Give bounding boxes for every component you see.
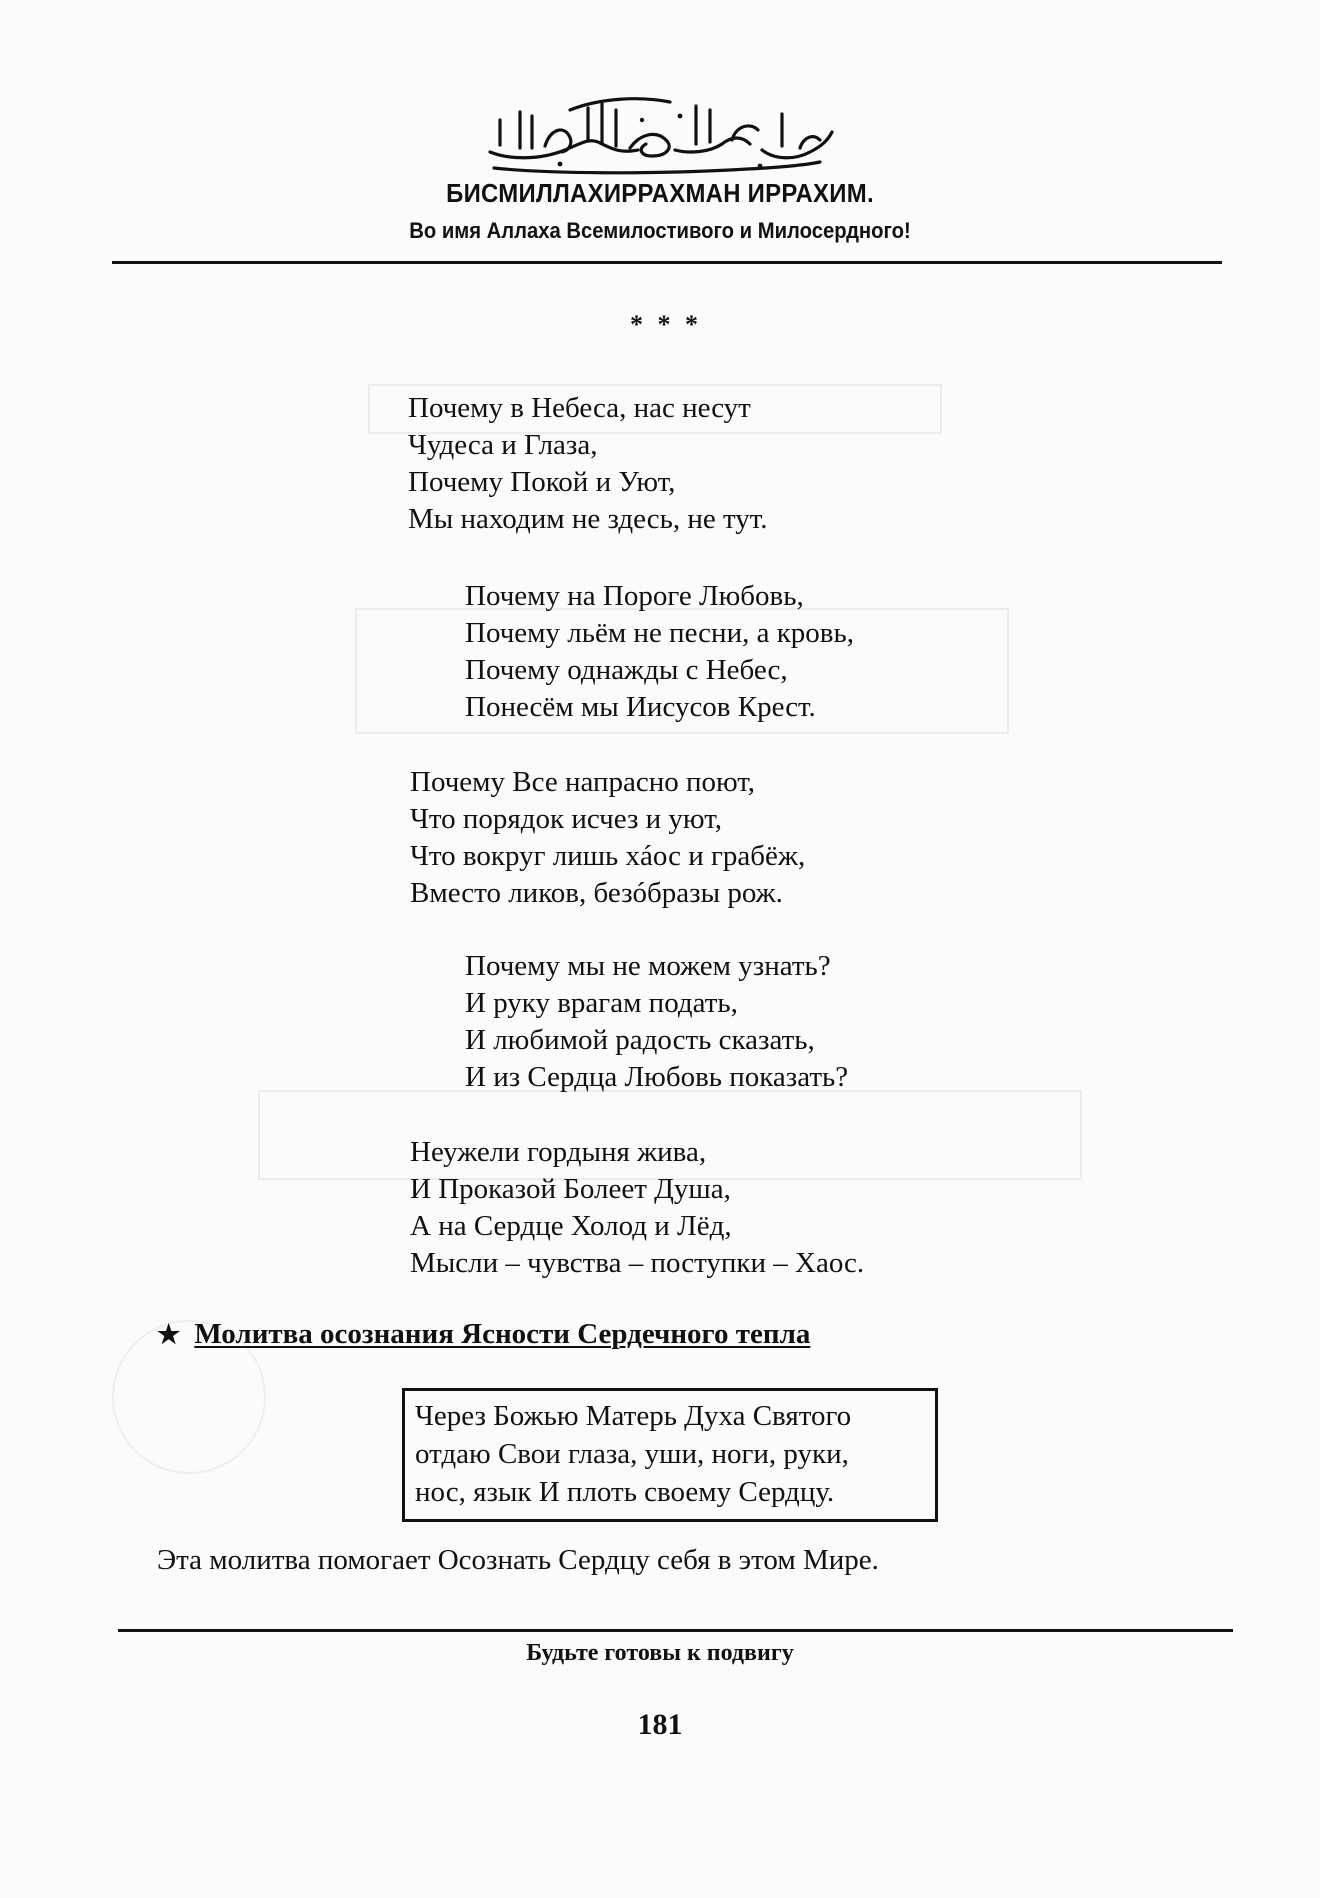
poem-line: Почему мы не можем узнать? [465, 950, 831, 982]
poem-line: Мы находим не здесь, не тут. [408, 503, 768, 535]
star-icon: ★ [157, 1320, 181, 1349]
poem-line: А на Сердце Холод и Лёд, [410, 1210, 732, 1242]
poem-line: И руку врагам подать, [465, 987, 738, 1019]
poem-stanza-2 [465, 578, 854, 726]
bismillah-transliteration: БИСМИЛЛАХИРРАХМАН ИРРАХИМ. [446, 178, 874, 208]
poem-line: И любимой радость сказать, [465, 1024, 815, 1056]
poem-stanza-1 [408, 390, 768, 538]
bismillah-translation: Во имя Аллаха Всемилостивого и Милосердного! [409, 218, 911, 243]
poem-stanza-4 [465, 948, 848, 1096]
poem-line: Неужели гордыня жива, [410, 1136, 707, 1168]
poem-stanza-5 [410, 1134, 864, 1282]
poem-line: Мысли – чувства – поступки – Хаос. [410, 1247, 865, 1279]
poem-line: Почему Все напрасно поют, [410, 766, 756, 798]
poem-line: И из Сердца Любовь показать? [465, 1061, 849, 1093]
poem-line: Почему льём не песни, а кровь, [465, 617, 854, 649]
footer-motto: Будьте готовы к подвигу [526, 1640, 794, 1666]
poem-stanza-3 [410, 764, 805, 912]
poem-line: Почему в Небеса, нас несут [408, 392, 751, 424]
header-divider [112, 261, 1222, 264]
footer-divider [118, 1629, 1233, 1632]
poem-line: Чудеса и Глаза, [408, 429, 598, 461]
prayer-line: Через Божью Матерь Духа Святого [415, 1400, 852, 1432]
prayer-text-box [402, 1388, 938, 1522]
prayer-heading [157, 1318, 810, 1351]
prayer-line: отдаю Свои глаза, уши, ноги, руки, [415, 1438, 849, 1470]
page-number: 181 [637, 1708, 683, 1741]
poem-line: Что порядок исчез и уют, [410, 803, 722, 835]
poem-line: Почему на Пороге Любовь, [465, 580, 804, 612]
poem-line: Почему Покой и Уют, [408, 466, 676, 498]
poem-line: Понесём мы Иисусов Крест. [465, 691, 816, 723]
prayer-note: Эта молитва помогает Осознать Сердцу себя в этом Мире. [157, 1544, 879, 1576]
poem-line: И Проказой Болеет Душа, [410, 1173, 731, 1205]
poem-separator: * * * [630, 310, 702, 339]
bismillah-calligraphy [470, 90, 850, 180]
prayer-title: Молитва осознания Ясности Сердечного тепла [194, 1318, 811, 1350]
prayer-line: нос, язык И плоть своему Сердцу. [415, 1476, 835, 1508]
poem-line: Почему однажды с Небес, [465, 654, 788, 686]
poem-line: Вместо ликов, безóбразы рож. [410, 877, 783, 909]
poem-line: Что вокруг лишь хáос и грабёж, [410, 840, 806, 872]
